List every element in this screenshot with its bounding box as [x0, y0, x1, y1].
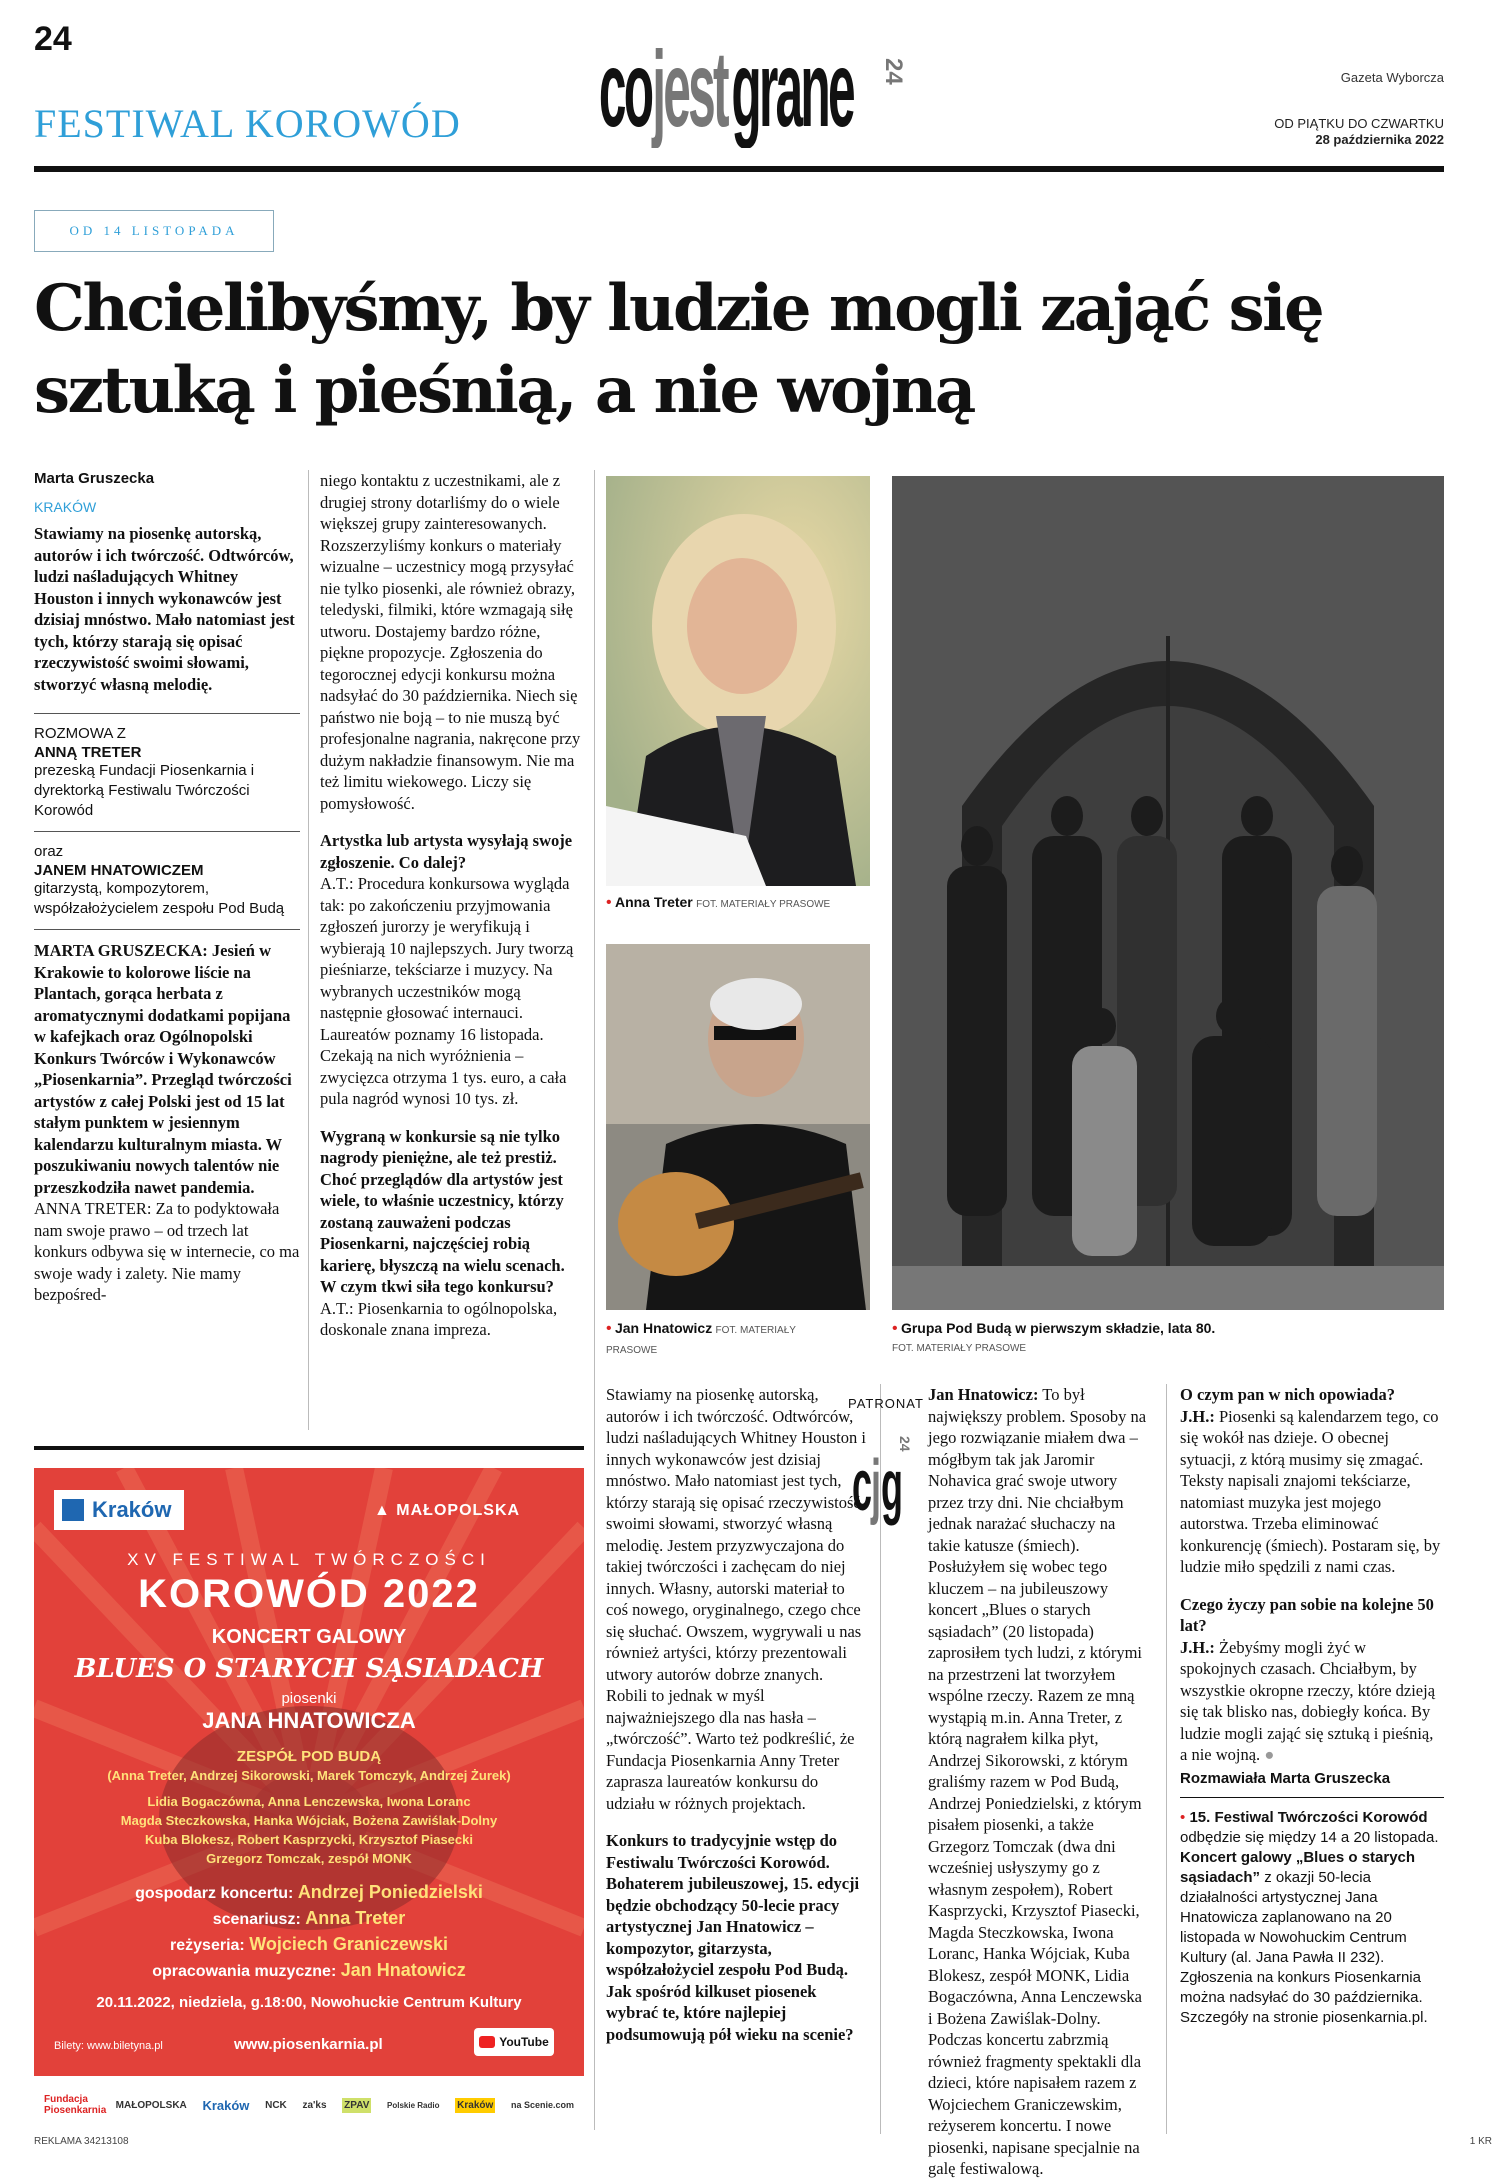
ad-when: 20.11.2022, niedziela, g.18:00, Nowohuckie Centrum Kultury [96, 1994, 522, 2011]
column-separator [594, 470, 595, 2130]
ad-guests: Grzegorz Tomczak, zespół MONK [206, 1851, 412, 1866]
ad-gala: KONCERT GALOWY [211, 1626, 407, 1648]
column-5 [1180, 1384, 1444, 2028]
newspaper-name: Gazeta Wyborcza [1340, 70, 1444, 85]
svg-text:g: g [881, 1445, 903, 1527]
question-1: MARTA GRUSZECKA: Jesień w Krakowie to kolorowe liście na Plantach, gorąca herbata z aromatycznymi dodatkami popijana w kafejkach oraz Ogólnopolski Konkurs Twórców i Wykonawców „Piosenkarnia”. Przegląd twórczości artystów z całej Polski jest od 15 lat stałym punktem w jesiennym kalendarzu kulturalnym miasta. W poszukiwaniu nowych talentów nie przeszkodziła nawet pandemia. [34, 941, 292, 1197]
divider [34, 929, 300, 930]
festival-info [1180, 1808, 1444, 2028]
credit-label: opracowania muzyczne: [152, 1963, 337, 1980]
byline: Marta Gruszecka [34, 470, 155, 487]
credit-value: Wojciech Graniczewski [249, 1934, 448, 1954]
caption-anna-treter [606, 894, 876, 914]
bullet-icon: • [606, 1320, 612, 1337]
column-3 [606, 1384, 868, 2045]
column-4 [928, 1384, 1150, 2180]
speaker-label: A.T.: [320, 1298, 354, 1318]
caption-name: Jan Hnatowicz [614, 1320, 713, 1336]
question-5: O czym pan w nich opowiada? [1180, 1385, 1395, 1404]
sponsor-logo: Polskie Radio [387, 2100, 440, 2110]
caption-jan-hnatowicz [606, 1320, 836, 1360]
info-concert: Koncert galowy „Blues o starych sąsiadach” [1180, 1848, 1416, 1886]
svg-text:co: co [598, 28, 652, 148]
malopolska-logo [374, 1502, 520, 1520]
kicker-box: OD 14 LISTOPADA [34, 210, 274, 252]
ad-reference: REKLAMA 34213108 [34, 2136, 129, 2147]
ad-guests: Lidia Bogaczówna, Anna Lenczewska, Iwona Loranc [147, 1794, 471, 1809]
answer-1 [34, 1198, 300, 1306]
svg-text:grane: grane [731, 28, 853, 148]
info-title: 15. Festiwal Twórczości Korowód [1189, 1808, 1428, 1826]
headline: Chcielibyśmy, by ludzie mogli zająć się sztuką i pieśnią, a nie wojną [34, 271, 1323, 428]
sponsor-logo: Fundacja Piosenkarnia [44, 2094, 107, 2116]
speaker-label: A.T.: [320, 874, 354, 893]
info-text: odbędzie się między 14 a 20 listopada. [1180, 1828, 1439, 1846]
krakow-label: Kraków [92, 1497, 172, 1522]
bullet-icon: • [1180, 1808, 1186, 1826]
ad-blues: BLUES O STARYCH SĄSIADACH [74, 1654, 544, 1684]
ad-guests: Kuba Blokesz, Robert Kasprzycki, Krzysztof Piasecki [144, 1832, 473, 1847]
answer-text: Procedura konkursowa wygląda tak: po zakończeniu przyjmowania zgłoszeń jurorzy je weryfikują i wybierają 10 najlepszych. Jury tworzą pieśniarze, tekściarze i muzycy. Na wybranych uczestników mogą następnie głosować internauci. Laureatów poznamy 16 listopada. Czekają na nich wyróżnienia – zwycięzca otrzyma 1 tys. euro, a cała pula nagród wynosi 10 tys. zł. [320, 874, 574, 1108]
credit-value: Andrzej Poniedzielski [297, 1882, 483, 1902]
dateline-city: KRAKÓW [34, 499, 97, 515]
answer-4 [928, 1384, 1150, 2180]
bullet-icon: • [606, 894, 612, 911]
svg-text:24: 24 [897, 1436, 913, 1452]
photo-jan-hnatowicz [606, 944, 870, 1310]
sponsor-logo: za'ks [302, 2099, 327, 2111]
youtube-badge[interactable] [474, 2028, 554, 2056]
question-3: Wygraną w konkursie są nie tylko nagrody pieniężne, ale też prestiż. Choć przeglądów dla artystów jest wiele, to właśnie uczestnicy, którzy zostaną zauważeni podczas Piosenkarni, najczęściej robią karierę, błyszczą na wielu scenach. W czym tkwi siła tego konkursu? [320, 1126, 565, 1296]
ad-band-members: (Anna Treter, Andrzej Sikorowski, Marek Tomczyk, Andrzej Żurek) [107, 1768, 511, 1783]
photo-pod-buda-group [892, 476, 1444, 1310]
svg-text:j: j [871, 1445, 882, 1527]
answer-1-cont: niego kontaktu z uczestnikami, ale z drugiej strony dotarliśmy do o wiele większej grupy zainteresowanych. Rozszerzyliśmy konkurs o materiały wizualne – uczestnicy mogą przysyłać nie tylko piosenki, ale również obrazy, teledyski, filmiki, które wzmagają siłę utworu. Dostajemy bardzo różne, piękne propozycje. Zgłoszenia do tegorocznej edycji konkursu można nadsyłać do 30 października. Niech się państwo nie boją – to nie muszą być profesjonalne nagrania, nakręcone przy dużym nakładzie finansowym. Nie ma też limitu wiekowego. Liczy się pomysłowość. [320, 471, 581, 813]
caption-name: Anna Treter [614, 894, 693, 910]
interview-label: ROZMOWA Z [34, 725, 126, 742]
ad-songs: piosenki [281, 1690, 337, 1707]
answer-text: Żebyśmy mogli żyć w spokojnych czasach. Chciałbym, by wszystkie okropne rzeczy, które dzieją się tak blisko nas, dobiegły końca. By ludzie mogli zająć się sztuką i pieśnią, a nie wojną. [1180, 1637, 1436, 1764]
speaker-label: ANNA TRETER: [34, 1199, 152, 1218]
answer-text: To był największy problem. Sposoby na jego rozwiązanie miałem dwa – mógłbym tak jak Jaromir Nohavica grać swoje utwory przez trzy dni. Nie chciałbym jednak narażać słuchaczy na takie katusze (śmiech). Posłużyłem się wobec tego kluczem – na jubileuszowy koncert „Blues o starych sąsiadach” (20 listopada) zaprosiłem tych ludzi, z którymi na przestrzeni lat tworzyłem wspólne rzeczy. Razem ze mną wystąpią m.in. Anna Treter, z którą nagrałem kilka płyt, Andrzej Sikorowski, z którym graliśmy razem w Pod Budą, Andrzej Poniedzielski, z którym pisałem piosenki, a także Grzegorz Tomczak (dwa dni wcześniej usłyszymy go z własnym zespołem), Robert Kasprzycki, Krzysztof Piasecki, Magda Steczkowska, Iwona Loranc, Hanka Wójciak, Kuba Blokesz, zespół MONK, Lidia Bogaczówna, Anna Lenczewska i Bożena Zawiślak-Dolny. Podczas koncertu zabrzmią również fragmenty spektakli dla dzieci, które napisałem razem z Wojciechem Graniczewskim, reżyserem koncertu. I nowe piosenki, napisane specjalnie na galę festiwalową. [928, 1385, 1147, 2178]
credit-label: scenariusz: [212, 1911, 301, 1928]
ad-guests: Magda Steczkowska, Hanka Wójciak, Bożena Zawiślak-Dolny [120, 1813, 498, 1828]
info-text: z okazji 50-lecia działalności artystycznej Jana Hnatowicza zaplanowano na 20 listopada w Nowohuckim Centrum Kultury (al. Jana Pawła II 232). Zgłoszenia na konkurs Piosenkarnia można nadsyłać do 30 października. Szczegóły na stronie piosenkarnia.pl. [1180, 1868, 1428, 2026]
section-rule [34, 1446, 584, 1450]
credit-value: Anna Treter [305, 1908, 406, 1928]
lead-paragraph: Stawiamy na piosenkę autorską, autorów i ich twórczość. Odtwórców, ludzi naśladujących Whitney Houston i innych wykonawców jest dzisiaj mnóstwo. Mało natomiast jest tych, którzy starają się opisać rzeczywistość swoimi słowami, stworzyć własną melodię. [34, 524, 295, 694]
answer-text: Piosenki są kalendarzem tego, co się wokół nas dzieje. O obecnej sytuacji, z którą musimy się zmagać. Teksty napisali znajomi tekściarze, natomiast muzyka jest mojego autorstwa. Trzeba eliminować konkurencję (śmiech). Postaram się, by ludzie miło spędzili z nami czas. [1180, 1406, 1441, 1576]
patronat-label: PATRONAT [848, 1396, 924, 1411]
caption-credit: FOT. MATERIAŁY PRASOWE [892, 1343, 1027, 1354]
divider [34, 713, 300, 714]
bullet-icon: • [892, 1320, 898, 1337]
sponsor-logo: NCK [265, 2099, 287, 2111]
sponsor-logo: Kraków [202, 2097, 250, 2113]
ad-band: ZESPÓŁ POD BUDĄ [236, 1748, 382, 1765]
ad-script [34, 1908, 584, 1929]
sponsor-logo: MAŁOPOLSKA [115, 2099, 187, 2111]
ad-tickets[interactable]: Bilety: www.biletyna.pl [54, 2040, 163, 2052]
answer-3 [320, 1298, 584, 1341]
divider [34, 831, 300, 832]
interview-signoff: Rozmawiała Marta Gruszecka [1180, 1769, 1391, 1787]
ad-title: KOROWÓD 2022 [138, 1572, 480, 1616]
guest1-description: prezeską Fundacji Piosenkarnia i dyrektorką Festiwalu Twórczości Korowód [34, 762, 255, 819]
ad-music [34, 1960, 584, 1981]
answer-continued: Stawiamy na piosenkę autorską, autorów i ich twórczość. Odtwórców, ludzi naśladujących Whitney Houston i innych wykonawców jest dzisiaj mnóstwo. Mało natomiast jest tych, którzy starają się opisać rzeczywistość swoimi słowami, stworzyć własną melodię. Jestem przyzwyczajona do takiej twórczości i zachęcam do niej innych. Własny, autorski materiał to coś nowego, oryginalnego, czego chce się słuchać. Owszem, wygrywali u nas również artyści, którzy prezentowali utwory autorów dobrze znanych. Robili to jednak w myśl najważniejszego dla nas hasła – „twórczość”. Warto też podkreślić, że Fundacja Piosenkarnia Anny Treter zaprasza laureatów konkursu do udziału w różnych projektach. [606, 1385, 866, 1813]
column-2 [320, 470, 584, 1341]
caption-name: Grupa Pod Budą w pierwszym składzie, lata 80. [900, 1320, 1216, 1336]
date-range: OD PIĄTKU DO CZWARTKU [1274, 116, 1444, 131]
ad-host [34, 1882, 584, 1903]
ad-direction [34, 1934, 584, 1955]
guest2-description: gitarzystą, kompozytorem, współzałożycielem zespołu Pod Budą [34, 880, 285, 917]
sponsor-logo: na Scenie.com [510, 2100, 574, 2110]
svg-text:jest: jest [652, 28, 727, 148]
advertisement-korowod [34, 1468, 584, 2132]
divider [1180, 1797, 1444, 1798]
svg-text:c: c [852, 1445, 873, 1527]
header-rule [34, 166, 1444, 172]
and-label: oraz [34, 843, 64, 860]
ad-site[interactable]: www.piosenkarnia.pl [234, 2036, 383, 2053]
question-6: Czego życzy pan sobie na kolejne 50 lat? [1180, 1594, 1434, 1635]
credit-label: reżyseria: [170, 1937, 245, 1954]
krakow-crest-icon [62, 1499, 84, 1521]
question-4: Konkurs to tradycyjnie wstęp do Festiwalu Twórczości Korowód. Bohaterem jubileuszowej, 15. edycji będzie obchodzący 50-lecie pracy artystycznej Jan Hnatowicz – kompozytor, gitarzysta, współzałożyciel zespołu Pod Budą. Jak spośród kilkuset piosenek wybrać te, które najlepiej podsumowują pół wieku na scenie? [606, 1831, 860, 2044]
ad-artist: JANA HNATOWICZA [202, 1708, 416, 1733]
malopolska-label: MAŁOPOLSKA [396, 1502, 521, 1519]
credit-value: Jan Hnatowicz [340, 1960, 466, 1980]
answer-text: Piosenkarnia to ogólnopolska, doskonale znana impreza. [320, 1298, 558, 1339]
issue-date: 28 października 2022 [1315, 132, 1444, 147]
krakow-badge [54, 1490, 184, 1530]
answer-2 [320, 873, 584, 1110]
guest2-name: JANEM HNATOWICZEM [34, 862, 204, 879]
youtube-label: YouTube [499, 2035, 549, 2049]
sponsor-logo: ZPAV [344, 2099, 370, 2111]
caption-credit: FOT. MATERIAŁY PRASOWE [696, 899, 831, 910]
youtube-play-icon [479, 2036, 495, 2048]
page-number: 24 [34, 20, 72, 58]
cojestgrane-logo [598, 8, 908, 148]
malopolska-icon: ▲ [374, 1502, 391, 1519]
answer-5 [1180, 1406, 1444, 1578]
column-1 [34, 470, 300, 1306]
column-separator [1166, 1384, 1167, 2134]
caption-pod-buda [892, 1320, 1444, 1358]
credit-label: gospodarz koncertu: [135, 1885, 294, 1902]
sponsor-logo: Kraków [457, 2099, 494, 2111]
speaker-label: Jan Hnatowicz: [928, 1385, 1039, 1404]
answer-6 [1180, 1637, 1444, 1766]
ad-festival: XV FESTIWAL TWÓRCZOŚCI [127, 1550, 491, 1569]
speaker-label: J.H.: [1180, 1637, 1215, 1657]
sponsor-strip [44, 2086, 574, 2124]
svg-text:24: 24 [880, 58, 907, 85]
guest1-name: ANNĄ TRETER [34, 744, 142, 761]
column-separator [308, 470, 309, 1430]
section-title: FESTIWAL KOROWÓD [34, 101, 461, 146]
end-mark-icon: ● [1264, 1745, 1275, 1764]
edition-mark: 1 KR [1469, 2136, 1492, 2147]
caption-credit: FOT. MATERIAŁY PRASOWE [606, 1325, 796, 1356]
cjg24-logo [852, 1418, 916, 1538]
question-2: Artystka lub artysta wysyłają swoje zgłoszenie. Co dalej? [320, 831, 573, 872]
photo-anna-treter [606, 476, 870, 886]
answer-text: Za to podyktowała nam swoje prawo – od trzech lat konkurs odbywa się w internecie, co ma swoje wady i zalety. Nie mamy bezpośred- [34, 1199, 300, 1304]
speaker-label: J.H.: [1180, 1406, 1215, 1426]
